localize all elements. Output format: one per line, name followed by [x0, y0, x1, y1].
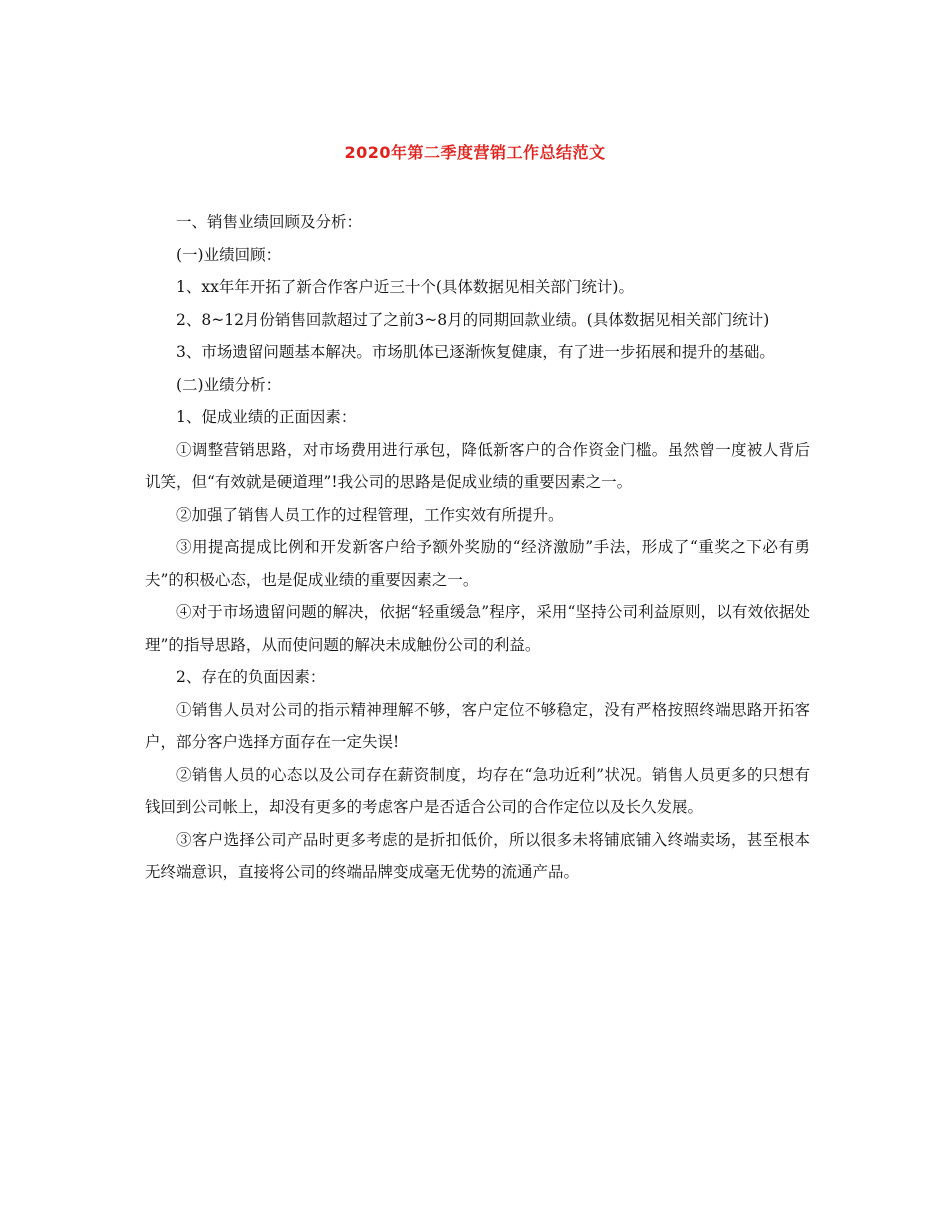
document-body — [145, 206, 810, 889]
paragraph-negative-factors-heading: 2、存在的负面因素： — [176, 668, 326, 686]
paragraph-positive-factors-heading: 1、促成业绩的正面因素： — [176, 408, 357, 426]
document-title: 2020年第二季度营销工作总结范文 — [344, 143, 606, 162]
paragraph-analysis-heading: (二)业绩分析： — [176, 375, 282, 394]
paragraph-positive-factor-2: ②加强了销售人员工作的过程管理，工作实效有所提升。 — [176, 505, 564, 524]
paragraph-negative-factor-2: ②销售人员的心态以及公司存在薪资制度，均存在“急功近利”状况。销售人员更多的只想有钱回到公司帐上，却没有更多的考虑客户是否适合公司的合作定位以及长久发展。 — [145, 765, 810, 816]
paragraph-positive-factor-4: ④对于市场遗留问题的解决，依据“轻重缓急”程序，采用“坚持公司利益原则，以有效依据处理”的指导思路，从而使问题的解决未成触份公司的利益。 — [145, 603, 810, 654]
paragraph-negative-factor-3: ③客户选择公司产品时更多考虑的是折扣低价，所以很多未将铺底铺入终端卖场，甚至根本无终端意识，直接将公司的终端品牌变成毫无优势的流通产品。 — [145, 830, 810, 881]
paragraph-review-item-3: 3、市场遗留问题基本解决。市场肌体已逐渐恢复健康，有了进一步拓展和提升的基础。 — [176, 343, 775, 361]
paragraph-review-item-1: 1、xx年年开拓了新合作客户近三十个(具体数据见相关部门统计)。 — [176, 278, 634, 296]
paragraph-positive-factor-1: ①调整营销思路，对市场费用进行承包，降低新客户的合作资金门槛。虽然曾一度被人背后讥笑，但“有效就是硬道理”!我公司的思路是促成业绩的重要因素之一。 — [145, 440, 810, 491]
paragraph-positive-factor-3: ③用提高提成比例和开发新客户给予额外奖励的“经济激励”手法，形成了“重奖之下必有勇夫”的积极心态，也是促成业绩的重要因素之一。 — [145, 538, 810, 589]
paragraph-section-1-heading: 一、销售业绩回顾及分析： — [176, 213, 363, 231]
paragraph-review-item-2: 2、8~12月份销售回款超过了之前3~8月的同期回款业绩。(具体数据见相关部门统计) — [176, 310, 770, 329]
paragraph-negative-factor-1: ①销售人员对公司的指示精神理解不够，客户定位不够稳定，没有严格按照终端思路开拓客户，部分客户选择方面存在一定失误! — [145, 700, 810, 751]
paragraph-review-heading: (一)业绩回顾： — [176, 245, 282, 264]
